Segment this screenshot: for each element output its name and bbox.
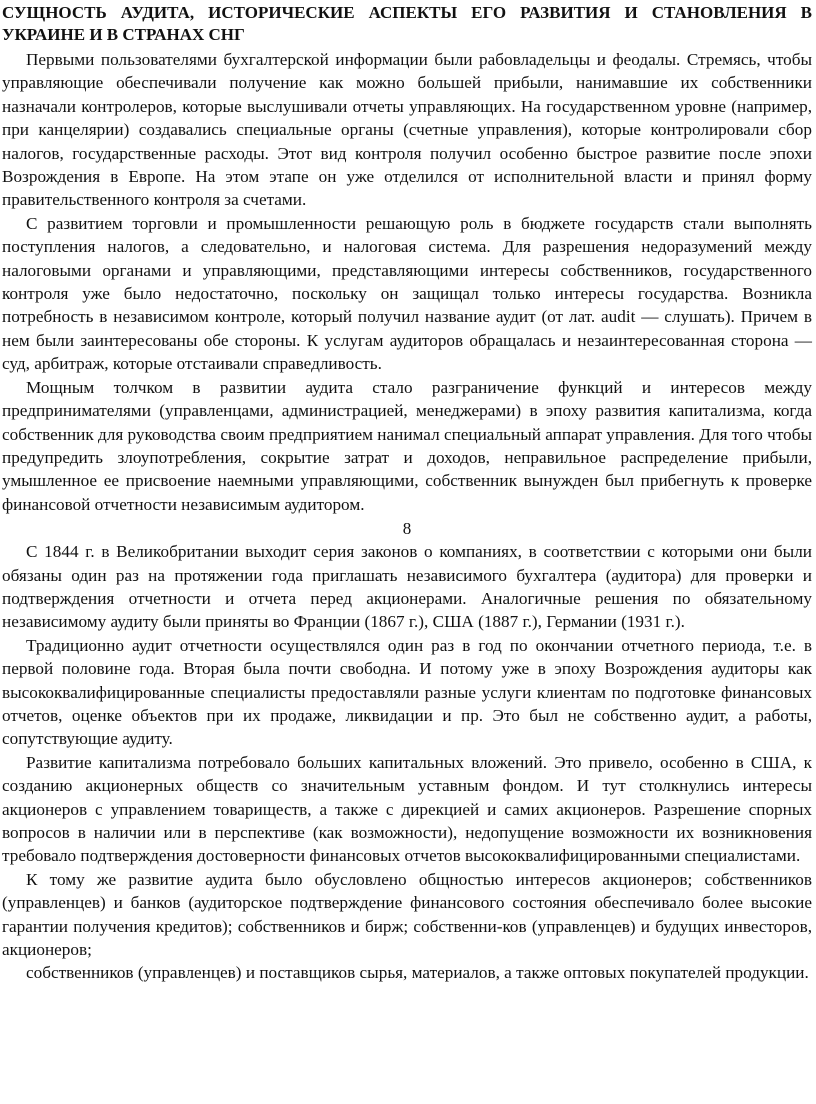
document-page — [2, 2, 812, 985]
paragraph: К тому же развитие аудита было обусловлено общностью интересов акционеров; собственников (управленцев) и банков (аудиторское подтверждение финансового состояния обеспечивало более высокие гарантии получения кредитов); собственников и бирж; собственни-ков (управленцев) и будущих инвесторов, акционеров; — [2, 869, 812, 960]
page-number: 8 — [402, 519, 412, 539]
paragraph: С развитием торговли и промышленности решающую роль в бюджете государств стали выполнять поступления налогов, а следовательно, и налоговая система. Для разрешения недоразумений между налоговыми органами и управляющими, представляющими интересы собственников, государственного контроля уже было недостаточно, поскольку он защищал только интересы государства. Возникла потребность в независимом контроле, который получил название аудит (от лат. audit — слушать). Причем в нем были заинтересованы обе стороны. К услугам аудиторов обращалась и незаинтересованная сторона — суд, арбитраж, которые отстаивали справедливость. — [2, 213, 812, 374]
document-title: СУЩНОСТЬ АУДИТА, ИСТОРИЧЕСКИЕ АСПЕКТЫ ЕГО РАЗВИТИЯ И СТАНОВЛЕНИЯ В УКРАИНЕ И В СТРАНАХ СНГ — [2, 3, 812, 44]
paragraph: Первыми пользователями бухгалтерской информации были рабовладельцы и феодалы. Стремясь, чтобы управляющие обеспечивали получение как можно большей прибыли, нанимавшие их собственники назначали контролеров, которые выслушивали отчеты управляющих. На государственном уровне (например, при канцелярии) создавались специальные органы (счетные управления), которые контролировали сбор налогов, государственные расходы. Этот вид контроля получил особенно быстрое развитие после эпохи Возрождения в Европе. На этом этапе он уже отделился от исполнительной власти и принял форму правительственного контроля за счетами. — [2, 50, 812, 210]
paragraph: Развитие капитализма потребовало больших капитальных вложений. Это привело, особенно в США, к созданию акционерных обществ со значительным уставным фондом. И тут столкнулись интересы акционеров с управлением товариществ, а также с дирекцией и самих акционеров. Разрешение спорных вопросов в наличии или в перспективе (как возможности), недопущение возможности их возникновения требовало подтверждения достоверности финансовых отчетов высококвалифицированными специалистами. — [2, 752, 812, 866]
paragraph: Традиционно аудит отчетности осуществлялся один раз в год по окончании отчетного периода, т.е. в первой половине года. Вторая была почти свободна. И потому уже в эпоху Возрождения аудиторы как высококвалифицированные специалисты предоставляли разные услуги клиентам по подготовке финансовых отчетов, оценке объектов при их продаже, ликвидации и пр. Это был не собственно аудит, а работы, сопутствующие аудиту. — [2, 635, 812, 749]
paragraph: собственников (управленцев) и поставщиков сырья, материалов, а также оптовых покупателей продукции. — [26, 963, 809, 983]
paragraph: С 1844 г. в Великобритании выходит серия законов о компаниях, в соответствии с которыми они были обязаны один раз на протяжении года приглашать независимого бухгалтера (аудитора) для проверки и подтверждения отчетности и отчета перед акционерами. Аналогичные решения по обязательному независимому аудиту были приняты во Франции (1867 г.), США (1887 г.), Германии (1931 г.). — [2, 542, 812, 632]
paragraph: Мощным толчком в развитии аудита стало разграничение функций и интересов между предпринимателями (управленцами, администрацией, менеджерами) в эпоху развития капитализма, когда собственник для руководства своим предприятием нанимал специальный аппарат управления. Для того чтобы предупредить злоупотребления, сокрытие затрат и доходов, неправильное распределение прибыли, умышленное ее присвоение наемными управляющими, собственник вынужден был прибегнуть к проверке финансовой отчетности независимым аудитором. — [2, 377, 812, 514]
